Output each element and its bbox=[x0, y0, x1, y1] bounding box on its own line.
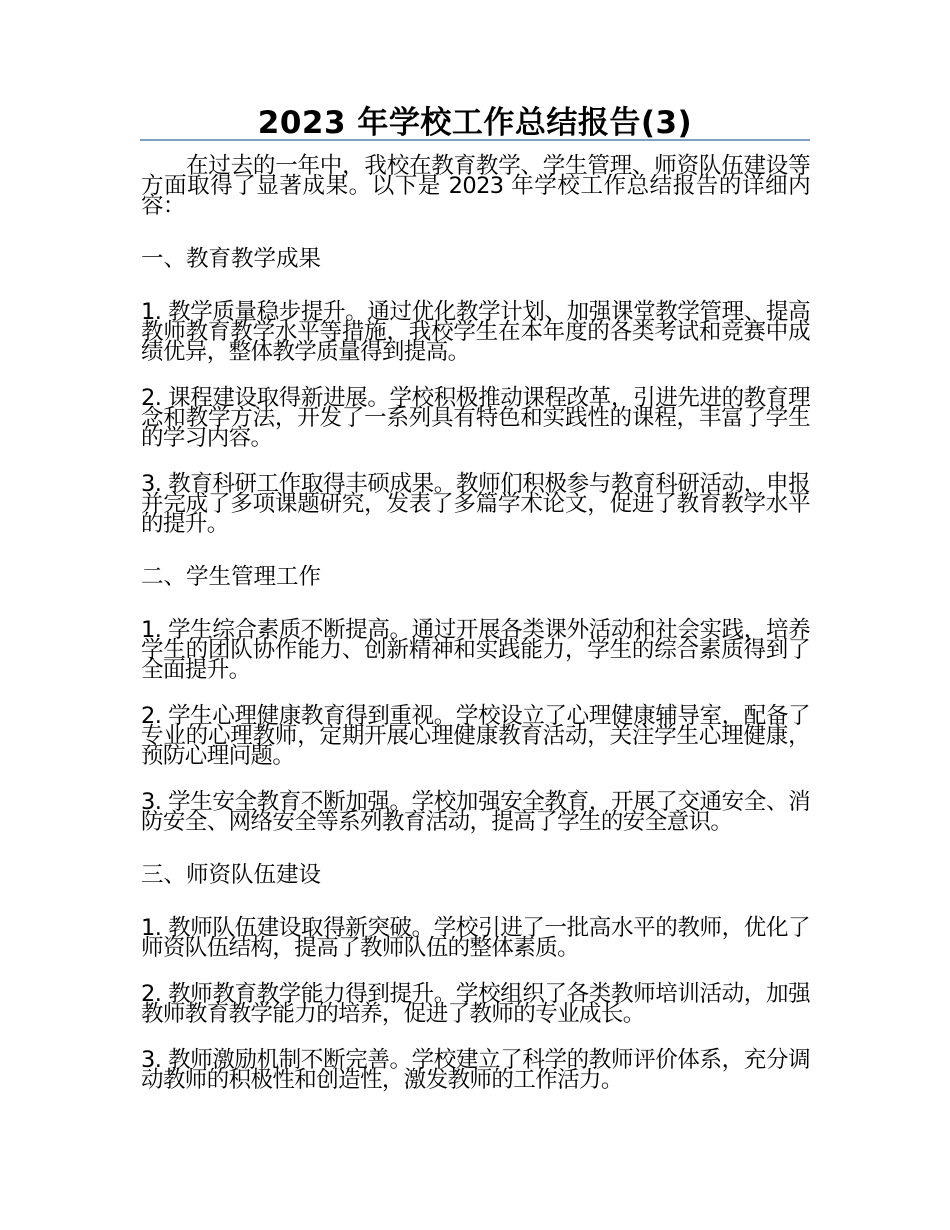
section-item: 1. 学生综合素质不断提高。通过开展各类课外活动和社会实践，培养学生的团队协作能力、创新精神和实践能力，学生的综合素质得到了全面提升。 bbox=[141, 617, 810, 683]
section-item: 1. 教学质量稳步提升。通过优化教学计划、加强课堂教学管理、提高教师教育教学水平等措施，我校学生在本年度的各类考试和竞赛中成绩优异，整体教学质量得到提高。 bbox=[141, 299, 810, 365]
section-item: 2. 课程建设取得新进展。学校积极推动课程改革，引进先进的教育理念和教学方法，开发了一系列具有特色和实践性的课程，丰富了学生的学习内容。 bbox=[141, 385, 810, 451]
section-heading: 三、师资队伍建设 bbox=[141, 862, 322, 888]
section-item: 3. 教育科研工作取得丰硕成果。教师们积极参与教育科研活动，申报并完成了多项课题研究，发表了多篇学术论文，促进了教育教学水平的提升。 bbox=[141, 471, 810, 537]
section-item: 3. 教师激励机制不断完善。学校建立了科学的教师评价体系，充分调动教师的积极性和创造性，激发教师的工作活力。 bbox=[141, 1047, 810, 1093]
section-heading: 一、教育教学成果 bbox=[141, 246, 322, 272]
document-body bbox=[141, 153, 810, 1116]
section-item: 2. 教师教育教学能力得到提升。学校组织了各类教师培训活动，加强教师教育教学能力的培养，促进了教师的专业成长。 bbox=[141, 981, 810, 1027]
section-heading: 二、学生管理工作 bbox=[141, 564, 322, 590]
intro-paragraph: 在过去的一年中，我校在教育教学、学生管理、师资队伍建设等方面取得了显著成果。以下是 2023 年学校工作总结报告的详细内容： bbox=[141, 153, 810, 219]
section-item: 3. 学生安全教育不断加强。学校加强安全教育，开展了交通安全、消防安全、网络安全等系列教育活动，提高了学生的安全意识。 bbox=[141, 789, 810, 835]
title-underline bbox=[140, 139, 810, 141]
section-item: 1. 教师队伍建设取得新突破。学校引进了一批高水平的教师，优化了师资队伍结构，提高了教师队伍的整体素质。 bbox=[141, 915, 810, 961]
section-item: 2. 学生心理健康教育得到重视。学校设立了心理健康辅导室，配备了专业的心理教师，定期开展心理健康教育活动，关注学生心理健康，预防心理问题。 bbox=[141, 703, 810, 769]
document-title: 2023 年学校工作总结报告(3) bbox=[257, 105, 693, 141]
